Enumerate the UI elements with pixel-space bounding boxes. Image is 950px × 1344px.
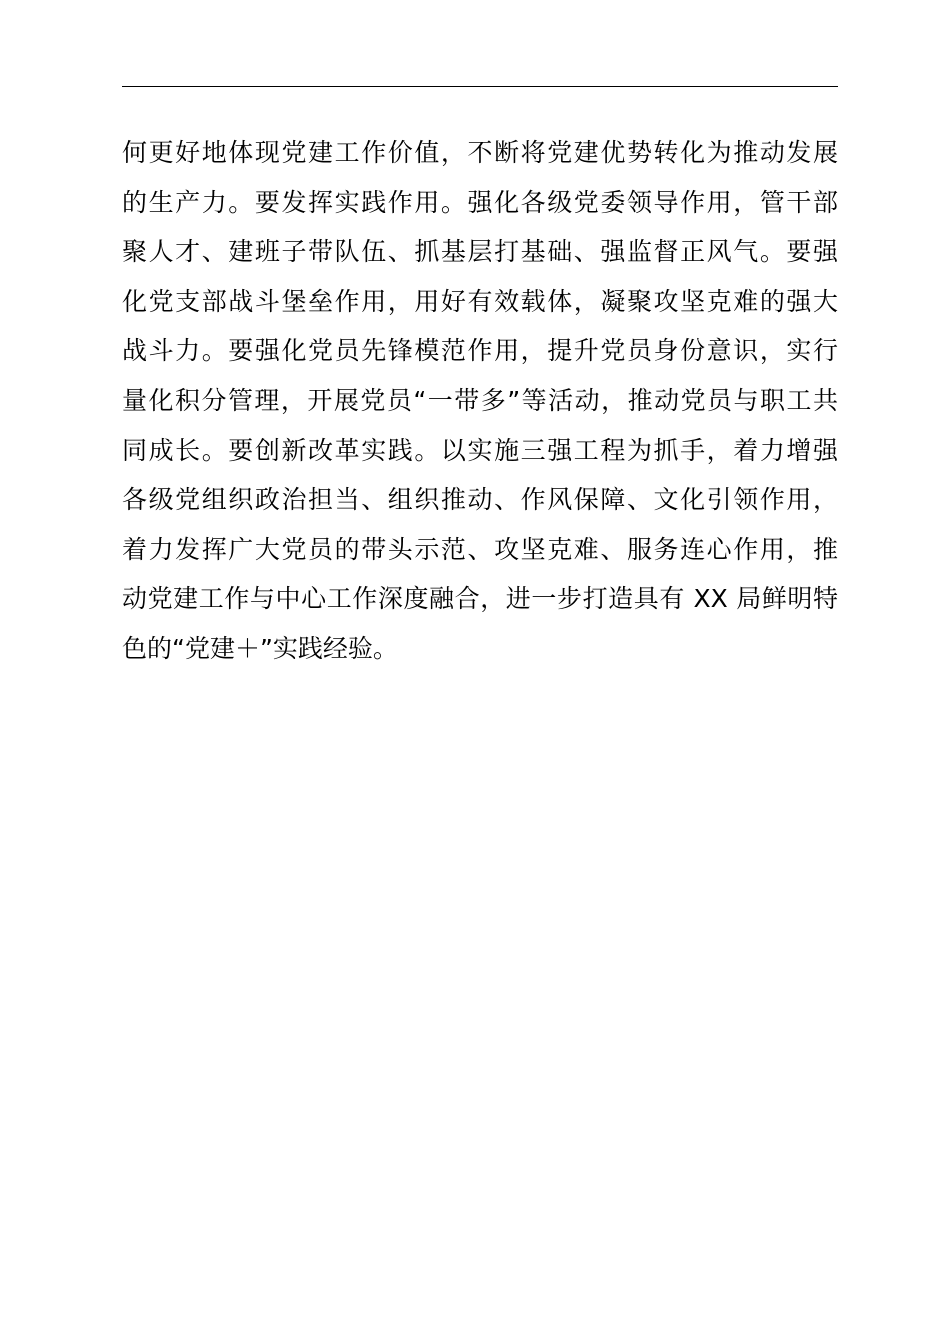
text-line: 着力发挥广大党员的带头示范、攻坚克难、服务连心作用，推 [122,534,838,564]
text-line: 同成长。要创新改革实践。以实施三强工程为抓手，着力增强 [122,435,838,465]
text-line: 色的“党建＋”实践经验。 [122,633,398,663]
text-line: 的生产力。要发挥实践作用。强化各级党委领导作用，管干部 [122,187,838,217]
text-line: 动党建工作与中心工作深度融合，进一步打造具有 XX 局鲜明特 [122,584,838,614]
text-line: 聚人才、建班子带队伍、抓基层打基础、强监督正风气。要强 [122,237,838,267]
header-rule [122,86,838,87]
text-line: 何更好地体现党建工作价值，不断将党建优势转化为推动发展 [122,138,838,167]
text-line: 战斗力。要强化党员先锋模范作用，提升党员身份意识，实行 [122,336,838,366]
text-line: 化党支部战斗堡垒作用，用好有效载体，凝聚攻坚克难的强大 [122,286,838,316]
text-line: 量化积分管理，开展党员“一带多”等活动，推动党员与职工共 [122,385,838,415]
body-paragraph [122,128,838,674]
text-line: 各级党组织政治担当、组织推动、作风保障、文化引领作用， [122,485,838,515]
